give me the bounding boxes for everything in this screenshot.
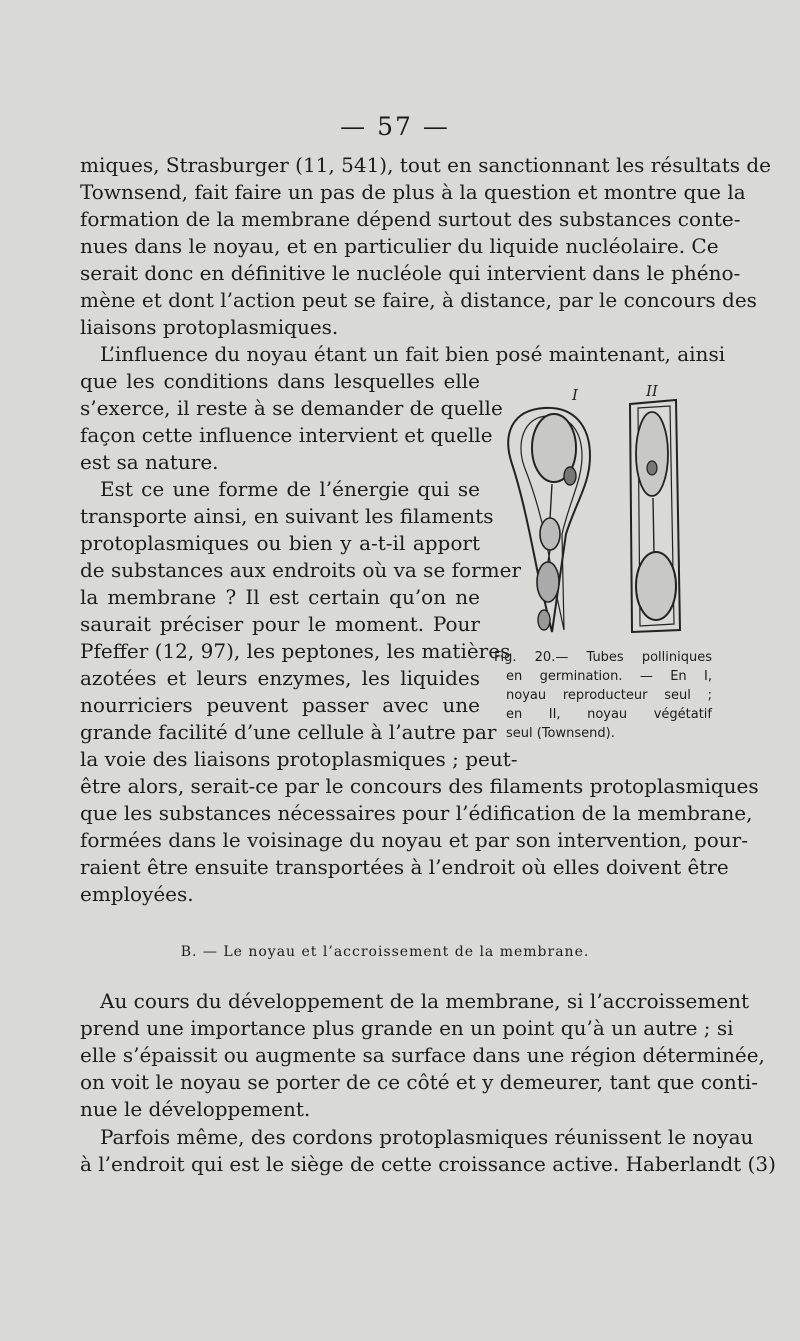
text-line: raient être ensuite transportées à l’endroit où elles doivent être bbox=[80, 855, 729, 879]
figure-pollen-tubes bbox=[492, 384, 704, 644]
text-line: que les conditions dans lesquelles elle bbox=[80, 369, 480, 393]
text-line: Au cours du développement de la membrane, si l’accroissement bbox=[100, 989, 750, 1013]
text-line: être alors, serait-ce par le concours des filaments protoplasmiques bbox=[80, 774, 759, 798]
text-line: formation de la membrane dépend surtout des substances conte- bbox=[80, 207, 741, 231]
text-line: Parfois même, des cordons protoplasmiques réunissent le noyau bbox=[100, 1125, 754, 1149]
text-line: mène et dont l’action peut se faire, à distance, par le concours des bbox=[80, 288, 757, 312]
text-line: façon cette influence intervient et quelle bbox=[80, 423, 493, 447]
text-line: de substances aux endroits où va se former bbox=[80, 558, 522, 582]
caption-line: en germination. — En I, bbox=[506, 669, 712, 684]
caption-line: noyau reproducteur seul ; bbox=[506, 688, 712, 703]
text-line: Pfeffer (12, 97), les peptones, les matières bbox=[80, 639, 511, 663]
caption-line: Fig. 20.— Tubes polliniques bbox=[494, 650, 712, 665]
text-line: nues dans le noyau, et en particulier du liquide nucléolaire. Ce bbox=[80, 234, 719, 258]
text-line: saurait préciser pour le moment. Pour bbox=[80, 612, 480, 636]
tube-1-body-c bbox=[538, 610, 550, 630]
tube-1-body-b bbox=[537, 562, 559, 602]
text-line: transporte ainsi, en suivant les filaments bbox=[80, 504, 494, 528]
caption-line: en II, noyau végétatif bbox=[506, 707, 712, 722]
text-line: nourriciers peuvent passer avec une bbox=[80, 693, 480, 717]
tube-2-nucleus-bottom bbox=[636, 552, 676, 620]
text-line: elle s’épaissit ou augmente sa surface dans une région déterminée, bbox=[80, 1043, 765, 1067]
text-line: la membrane ? Il est certain qu’on ne bbox=[80, 585, 480, 609]
text-line: miques, Strasburger (11, 541), tout en sanctionnant les résultats de bbox=[80, 153, 771, 177]
tube-1-body-a bbox=[540, 518, 560, 550]
text-line: prend une importance plus grande en un point qu’à un autre ; si bbox=[80, 1016, 734, 1040]
text-line: liaisons protoplasmiques. bbox=[80, 315, 339, 339]
figure-caption bbox=[494, 648, 712, 743]
section-heading: B. — Le noyau et l’accroissement de la membrane. bbox=[180, 944, 590, 960]
text-line: que les substances nécessaires pour l’édification de la membrane, bbox=[80, 801, 753, 825]
tube-2-nucleus-top bbox=[636, 412, 668, 496]
figure-label-1: I bbox=[572, 386, 578, 404]
page-number: — 57 — bbox=[340, 112, 450, 141]
figure-label-2: II bbox=[646, 384, 658, 400]
text-line: protoplasmiques ou bien y a-t-il apport bbox=[80, 531, 480, 555]
text-line: s’exerce, il reste à se demander de quelle bbox=[80, 396, 503, 420]
text-line: à l’endroit qui est le siège de cette croissance active. Haberlandt (3) bbox=[80, 1152, 776, 1176]
caption-line: seul (Townsend). bbox=[506, 726, 615, 741]
text-line: azotées et leurs enzymes, les liquides bbox=[80, 666, 480, 690]
text-line: formées dans le voisinage du noyau et par son intervention, pour- bbox=[80, 828, 748, 852]
text-line: est sa nature. bbox=[80, 450, 219, 474]
tube-1-nucleolus bbox=[564, 467, 576, 485]
tube-2-nucleolus bbox=[647, 461, 657, 475]
text-line: grande facilité d’une cellule à l’autre par bbox=[80, 720, 497, 744]
text-line: Est ce une forme de l’énergie qui se bbox=[100, 477, 480, 501]
text-line: L’influence du noyau étant un fait bien posé maintenant, ainsi bbox=[100, 342, 726, 366]
text-line: employées. bbox=[80, 882, 194, 906]
text-line: on voit le noyau se porter de ce côté et y demeurer, tant que conti- bbox=[80, 1070, 759, 1094]
text-line: Townsend, fait faire un pas de plus à la question et montre que la bbox=[80, 180, 746, 204]
text-line: serait donc en définitive le nucléole qui intervient dans le phéno- bbox=[80, 261, 741, 285]
text-line: nue le développement. bbox=[80, 1097, 311, 1121]
text-line: la voie des liaisons protoplasmiques ; peut- bbox=[80, 747, 518, 771]
pollen-tube-illustration bbox=[492, 384, 704, 644]
